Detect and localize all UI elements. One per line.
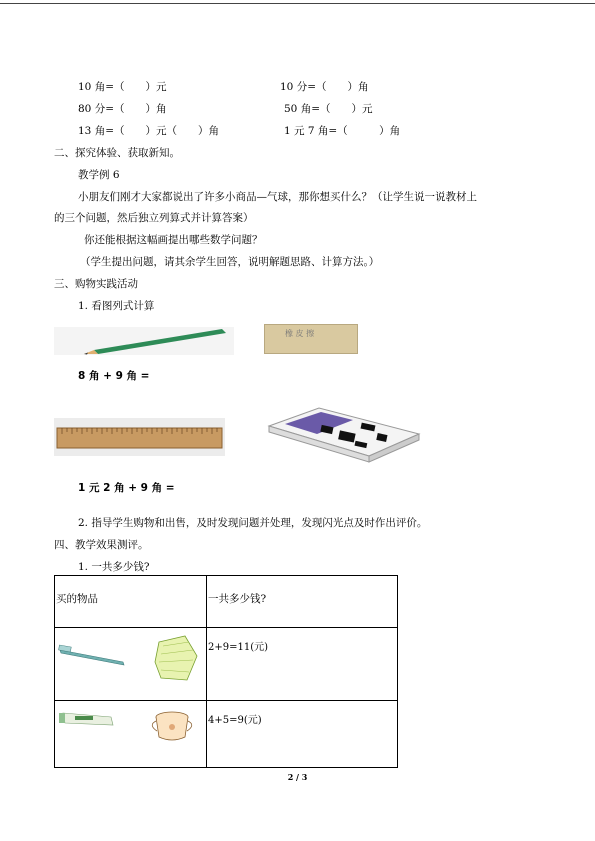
toothbrush-and-towel-icons	[55, 628, 203, 688]
row-1-answer: 2+9=11(元)	[207, 628, 398, 701]
quiz-item-1: 1. 一共多少钱?	[78, 561, 150, 573]
section-3-heading: 三、购物实践活动	[54, 278, 138, 290]
table-header-row	[55, 576, 398, 628]
paragraph-1-line-2: 的三个问题，然后独立列算式并计算答案）	[54, 212, 254, 224]
formula-1: 8 角 + 9 角 =	[78, 370, 150, 382]
item-2-label: 2. 指导学生购物和出售，及时发现问题并处理，发现闪光点及时作出评价。	[78, 517, 428, 529]
header-items: 买的物品	[55, 576, 207, 628]
conversion-right-3: 1 元 7 角=（ ）角	[284, 125, 401, 137]
item-1-label: 1. 看图列式计算	[78, 300, 155, 312]
section-2-heading: 二、探究体验、获取新知。	[54, 147, 180, 159]
toothpaste-and-cup-icons	[55, 701, 203, 755]
eraser-label: 橡 皮 擦	[285, 329, 315, 338]
table-row	[55, 701, 398, 768]
pencil-icon	[54, 327, 234, 355]
row-2-items	[55, 701, 207, 768]
eraser-image	[264, 324, 358, 354]
book-icon	[257, 404, 422, 464]
pencil-image	[54, 327, 234, 355]
paragraph-3: （学生提出问题，请其余学生回答，说明解题思路、计算方法。）	[80, 256, 380, 268]
header-total: 一共多少钱?	[207, 576, 398, 628]
conversion-right-1: 10 分=（ ）角	[280, 81, 369, 93]
table-row	[55, 628, 398, 701]
cup-icon	[152, 712, 192, 740]
toothbrush-icon	[59, 645, 124, 665]
ruler-image	[54, 418, 225, 456]
page-number: 2 / 3	[287, 772, 308, 782]
shopping-table	[54, 575, 398, 768]
section-4-heading: 四、教学效果测评。	[54, 539, 149, 551]
row-2-answer: 4+5=9(元)	[207, 701, 398, 768]
row-1-items	[55, 628, 207, 701]
conversion-right-2: 50 角=（ ）元	[284, 103, 373, 115]
ruler-icon	[54, 418, 225, 456]
toothpaste-icon	[59, 713, 113, 725]
paragraph-2: 你还能根据这幅画提出哪些数学问题？	[84, 234, 263, 246]
example-label: 教学例 6	[78, 169, 120, 181]
towel-icon	[155, 636, 197, 680]
conversion-left-3: 13 角=（ ）元（ ）角	[78, 125, 219, 137]
header-rule	[0, 3, 595, 4]
conversion-left-2: 80 分=（ ）角	[78, 103, 167, 115]
paragraph-1-line-1: 小朋友们刚才大家都说出了许多小商品—气球，那你想买什么？（让学生说一说教材上	[78, 191, 477, 203]
book-image	[257, 404, 422, 464]
formula-2: 1 元 2 角 + 9 角 =	[78, 482, 175, 494]
conversion-left-1: 10 角=（ ）元	[78, 81, 167, 93]
